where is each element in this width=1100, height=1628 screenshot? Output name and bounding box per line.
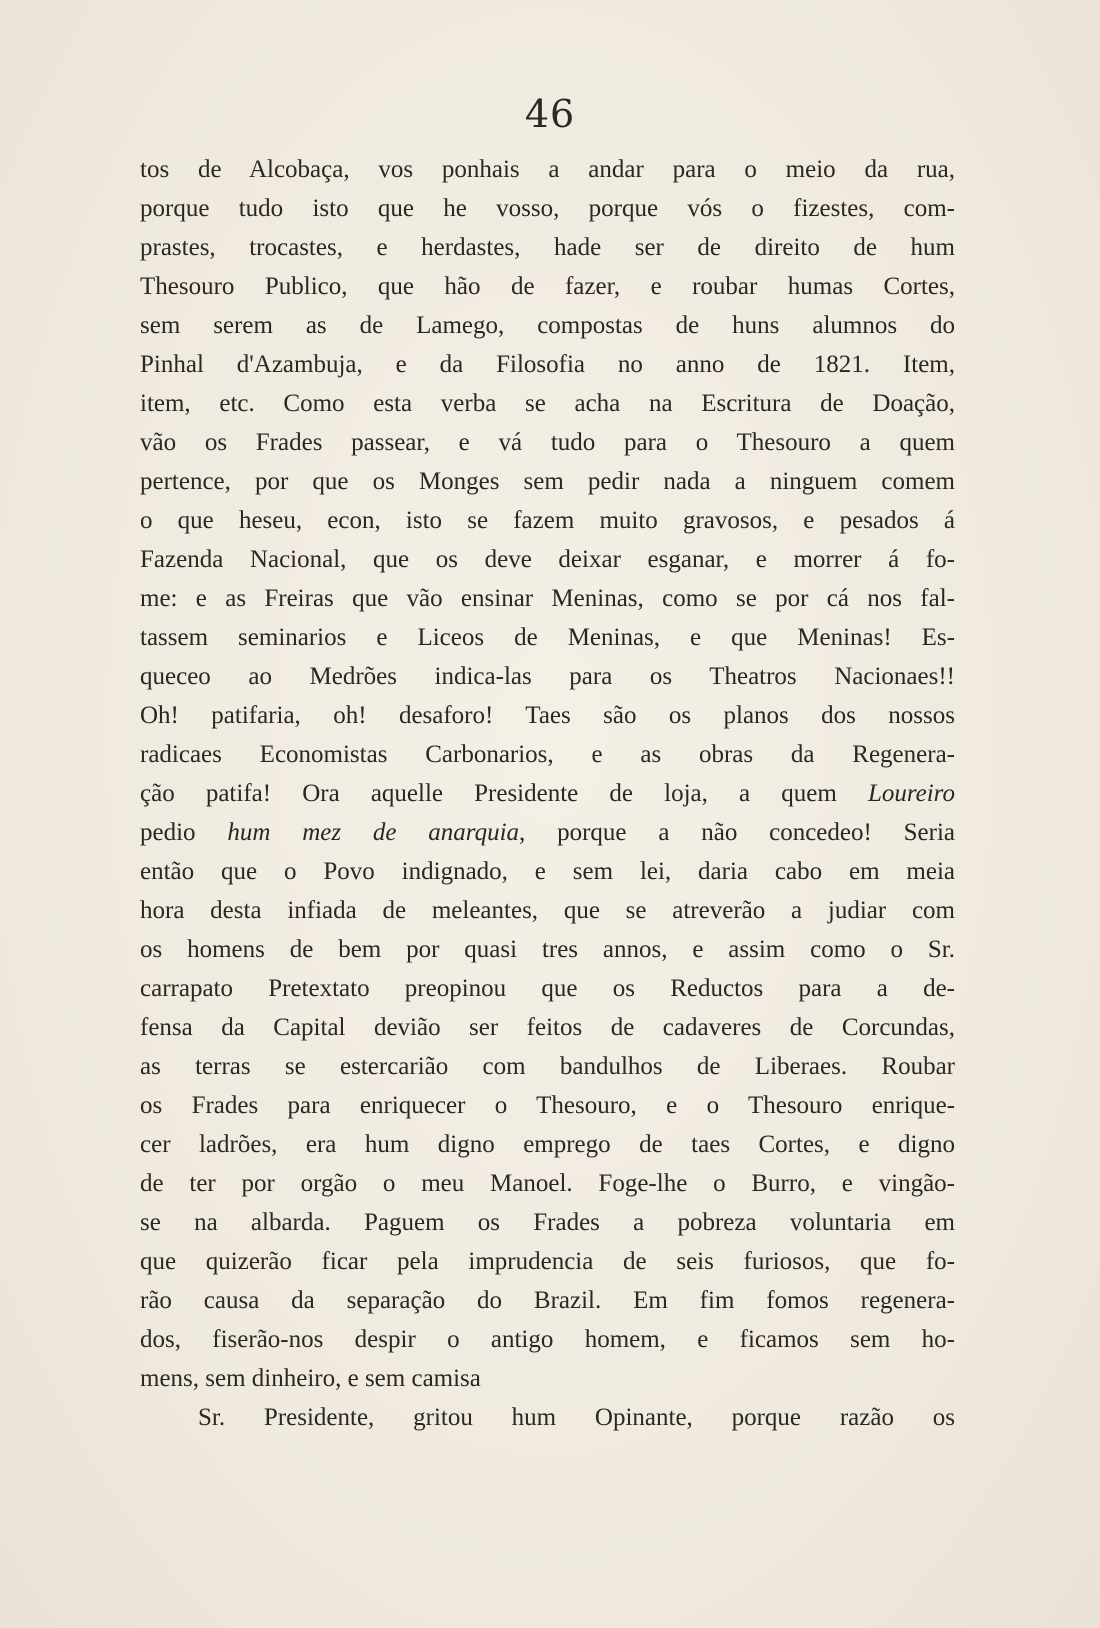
text-line: dos, fiserão-nos despir o antigo homem, e ficamos sem ho- — [140, 1326, 955, 1353]
page-number: 46 — [524, 92, 576, 136]
text-line: carrapato Pretextato preopinou que os Reductos para a de- — [140, 975, 955, 1002]
text-line: os Frades para enriquecer o Thesouro, e o Thesouro enrique- — [140, 1092, 955, 1119]
text-line: então que o Povo indignado, e sem lei, daria cabo em meia — [140, 858, 955, 885]
text-line: tassem seminarios e Liceos de Meninas, e que Meninas! Es- — [140, 624, 955, 651]
text-line: Oh! patifaria, oh! desaforo! Taes são os planos dos nossos — [140, 702, 955, 729]
italic-phrase: hum mez de anarquia — [227, 819, 520, 846]
text-line: os homens de bem por quasi tres annos, e assim como o Sr. — [140, 936, 955, 963]
text-line: o que heseu, econ, isto se fazem muito gravosos, e pesados á — [140, 507, 955, 534]
text-line: cer ladrões, era hum digno emprego de taes Cortes, e digno — [140, 1131, 955, 1158]
line-suffix: , porque a não concedeo! Seria — [519, 819, 955, 846]
text-line: tos de Alcobaça, vos ponhais a andar para o meio da rua, — [140, 156, 955, 183]
text-line: rão causa da separação do Brazil. Em fim fomos regenera- — [140, 1287, 955, 1314]
text-line: que quizerão ficar pela imprudencia de seis furiosos, que fo- — [140, 1248, 955, 1275]
text-line: prastes, trocastes, e herdastes, hade ser de direito de hum — [140, 234, 955, 261]
text-line: de ter por orgão o meu Manoel. Foge-lhe o Burro, e vingão- — [140, 1170, 955, 1197]
body-text — [140, 150, 955, 1437]
text-line: Pinhal d'Azambuja, e da Filosofia no anno de 1821. Item, — [140, 351, 955, 378]
text-line: porque tudo isto que he vosso, porque vós o fizestes, com- — [140, 195, 955, 222]
text-line: se na albarda. Paguem os Frades a pobreza voluntaria em — [140, 1209, 955, 1236]
text-line: item, etc. Como esta verba se acha na Escritura de Doação, — [140, 390, 955, 417]
text-line: Sr. Presidente, gritou hum Opinante, porque razão os — [198, 1404, 955, 1431]
text-line: sem serem as de Lamego, compostas de huns alumnos do — [140, 312, 955, 339]
line-prefix: pedio — [140, 819, 228, 846]
italic-name: Loureiro — [867, 780, 955, 807]
text-line-with-italic — [140, 813, 955, 852]
text-line: me: e as Freiras que vão ensinar Meninas, como se por cá nos fal- — [140, 585, 955, 612]
text-line: radicaes Economistas Carbonarios, e as obras da Regenera- — [140, 741, 955, 768]
text-line: Fazenda Nacional, que os deve deixar esganar, e morrer á fo- — [140, 546, 955, 573]
text-line: hora desta infiada de meleantes, que se atreverão a judiar com — [140, 897, 955, 924]
text-line: Thesouro Publico, que hão de fazer, e roubar humas Cortes, — [140, 273, 955, 300]
text-line: queceo ao Medrões indica-las para os Theatros Nacionaes!! — [140, 663, 955, 690]
text-line: vão os Frades passear, e vá tudo para o Thesouro a quem — [140, 429, 955, 456]
text-line: mens, sem dinheiro, e sem camisa — [140, 1365, 481, 1392]
text-line-with-italic — [140, 774, 955, 813]
text-line: as terras se estercarião com bandulhos de Liberaes. Roubar — [140, 1053, 955, 1080]
line-prefix: ção patifa! Ora aquelle Presidente de loja, a quem — [140, 780, 868, 807]
text-line: fensa da Capital devião ser feitos de cadaveres de Corcundas, — [140, 1014, 955, 1041]
text-line: pertence, por que os Monges sem pedir nada a ninguem comem — [140, 468, 955, 495]
